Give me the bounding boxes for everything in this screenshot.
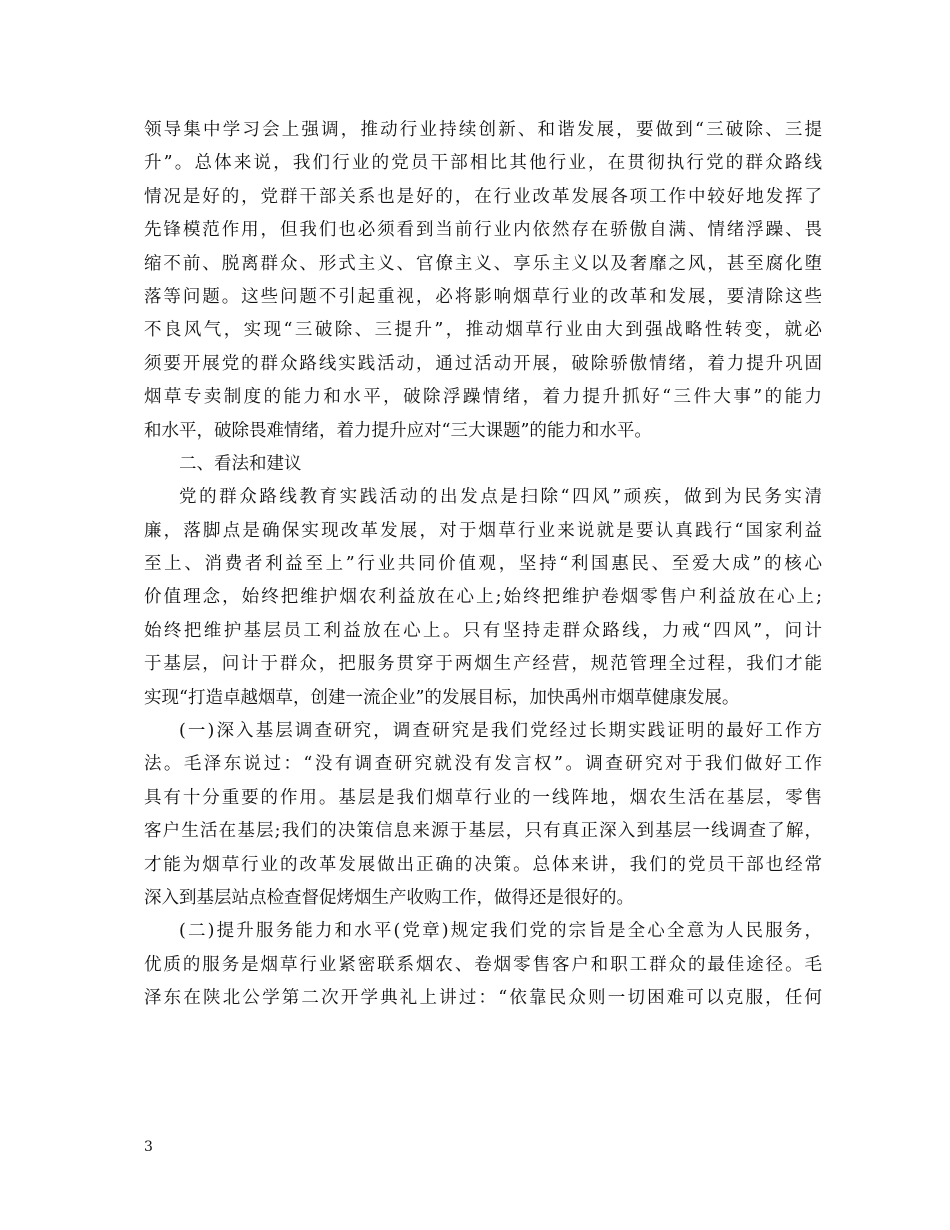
text-line: 升”。总体来说，我们行业的党员干部相比其他行业，在贯彻执行党的群众路线 — [144, 153, 822, 174]
text-line: 领导集中学习会上强调，推动行业持续创新、和谐发展，要做到“三破除、三提 — [144, 120, 822, 140]
text-line: 须要开展党的群众路线实践活动，通过活动开展，破除骄傲情绪，着力提升巩固 — [144, 353, 822, 374]
text-line: 优质的服务是烟草行业紧密联系烟农、卷烟零售客户和职工群众的最佳途径。毛 — [144, 954, 822, 975]
text-line: 具有十分重要的作用。基层是我们烟草行业的一线阵地，烟农生活在基层，零售 — [144, 787, 822, 808]
page-number: 3 — [144, 1139, 153, 1155]
text-line: 廉，落脚点是确保实现改革发展，对于烟草行业来说就是要认真践行“国家利益 — [144, 520, 822, 541]
text-line: (一)深入基层调查研究，调查研究是我们党经过长期实践证明的最好工作方 — [179, 721, 822, 742]
text-line: 法。毛泽东说过：“没有调查研究就没有发言权”。调查研究对于我们做好工作 — [144, 754, 822, 775]
text-line: 客户生活在基层;我们的决策信息来源于基层，只有真正深入到基层一线调查了解， — [144, 821, 822, 842]
text-line: 始终把维护基层员工利益放在心上。只有坚持走群众路线，力戒“四风”，问计 — [144, 620, 822, 641]
text-line: 于基层，问计于群众，把服务贯穿于两烟生产经营，规范管理全过程，我们才能 — [144, 654, 822, 675]
text-line: 落等问题。这些问题不引起重视，必将影响烟草行业的改革和发展，要清除这些 — [144, 286, 822, 307]
text-line: 才能为烟草行业的改革发展做出正确的决策。总体来讲，我们的党员干部也经常 — [144, 854, 822, 875]
text-line: 价值理念，始终把维护烟农利益放在心上;始终把维护卷烟零售户利益放在心上; — [144, 587, 822, 608]
text-line: 泽东在陕北公学第二次开学典礼上讲过：“依靠民众则一切困难可以克服，任何 — [144, 988, 822, 1009]
text-line: 实现“打造卓越烟草，创建一流企业”的发展目标，加快禹州市烟草健康发展。 — [144, 687, 740, 708]
text-line: 至上、消费者利益至上”行业共同价值观，坚持“利国惠民、至爱大成”的核心 — [144, 554, 822, 575]
text-line: 缩不前、脱离群众、形式主义、官僚主义、享乐主义以及奢靡之风，甚至腐化堕 — [144, 253, 822, 274]
text-line: (二)提升服务能力和水平(党章)规定我们党的宗旨是全心全意为人民服务， — [179, 921, 822, 942]
document-body — [144, 114, 822, 1016]
text-line: 二、看法和建议 — [179, 453, 302, 474]
text-line: 不良风气，实现“三破除、三提升”，推动烟草行业由大到强战略性转变，就必 — [144, 320, 822, 341]
text-line: 情况是好的，党群干部关系也是好的，在行业改革发展各项工作中较好地发挥了 — [144, 186, 822, 207]
text-line: 深入到基层站点检查督促烤烟生产收购工作，做得还是很好的。 — [144, 887, 634, 908]
text-line: 烟草专卖制度的能力和水平，破除浮躁情绪，着力提升抓好“三件大事”的能力 — [144, 387, 822, 408]
text-line: 先锋模范作用，但我们也必须看到当前行业内依然存在骄傲自满、情绪浮躁、畏 — [144, 220, 822, 241]
text-line: 党的群众路线教育实践活动的出发点是扫除“四风”顽疾，做到为民务实清 — [179, 487, 822, 508]
text-line: 和水平，破除畏难情绪，着力提升应对“三大课题”的能力和水平。 — [144, 420, 652, 441]
